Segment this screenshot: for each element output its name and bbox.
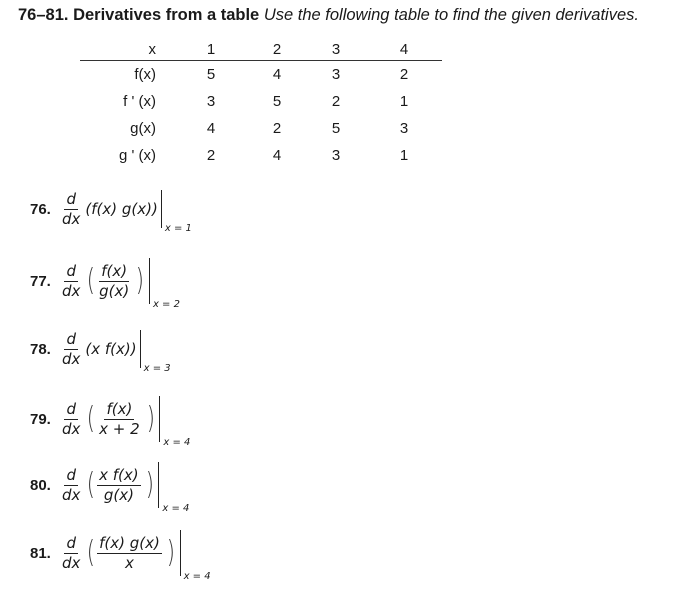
quotient: $\frac{f(x) g(x)}{x}$ <box>99 533 160 572</box>
problem-78 <box>30 329 175 374</box>
derivative-operator: $\frac{d}{dx}$ <box>62 189 81 228</box>
table-cell: 4 <box>272 147 282 164</box>
exercise-title: Derivatives from a table <box>73 6 260 24</box>
evaluation-bar <box>149 258 184 310</box>
problem-number: 77. <box>30 272 51 290</box>
problem-number: 80. <box>30 476 51 494</box>
expression: (f(x) g(x)) <box>85 200 158 218</box>
problem-77 <box>30 258 184 310</box>
derivative-operator: $\frac{d}{dx}$ <box>62 399 81 438</box>
table-cell: 3 <box>306 38 366 61</box>
table-cell: 4 <box>366 38 442 61</box>
problem-76 <box>30 189 196 234</box>
evaluation-point: x = 4 <box>162 503 190 514</box>
table-cell: 2 <box>331 93 341 110</box>
table-cell: 5 <box>331 120 341 137</box>
table-cell: 3 <box>399 120 409 137</box>
evaluation-point: x = 1 <box>164 223 192 234</box>
left-paren: ( <box>87 263 96 298</box>
right-paren: ) <box>135 263 145 298</box>
left-paren: ( <box>87 401 96 436</box>
row-label: g ' (x) <box>118 147 156 164</box>
problem-number: 81. <box>30 544 51 562</box>
row-label: f ' (x) <box>123 93 156 110</box>
row-label: f(x) <box>134 66 156 83</box>
exercise-instruction: Use the following table to find the given derivatives. <box>263 6 639 24</box>
derivative-operator: $\frac{d}{dx}$ <box>62 261 81 300</box>
table-row <box>80 88 442 115</box>
problem-79 <box>30 396 194 448</box>
table-cell: 1 <box>156 38 248 61</box>
evaluation-bar <box>158 462 193 514</box>
table-row <box>80 38 442 61</box>
quotient: $\frac{f(x)}{x + 2}$ <box>99 399 140 438</box>
table-cell: 2 <box>248 38 306 61</box>
left-paren: ( <box>87 535 96 570</box>
evaluation-point: x = 2 <box>152 299 180 310</box>
table-cell: 2 <box>399 66 409 83</box>
table-cell: 2 <box>272 120 282 137</box>
table-cell: 5 <box>272 93 282 110</box>
problem-number: 79. <box>30 410 51 428</box>
derivative-table <box>80 38 442 169</box>
derivative-operator: $\frac{d}{dx}$ <box>62 465 81 504</box>
table-cell: 5 <box>206 66 216 83</box>
right-paren: ) <box>145 467 154 502</box>
table-cell: 3 <box>331 66 341 83</box>
evaluation-bar <box>161 190 196 234</box>
evaluation-point: x = 3 <box>143 363 171 374</box>
expression: (x f(x)) <box>85 340 137 358</box>
problem-number: 78. <box>30 340 51 358</box>
quotient: $\frac{\text{x f(x)}}{g(x)}$ <box>99 465 139 504</box>
table-cell: 2 <box>206 147 216 164</box>
evaluation-point: x = 4 <box>183 571 211 582</box>
exercise-header <box>18 6 639 25</box>
problem-number: 76. <box>30 200 51 218</box>
evaluation-point: x = 4 <box>163 437 191 448</box>
row-label: x <box>80 38 156 61</box>
problem-80 <box>30 462 193 514</box>
table-row <box>80 61 442 89</box>
right-paren: ) <box>146 401 155 436</box>
table-cell: 1 <box>399 93 409 110</box>
evaluation-bar <box>140 330 175 374</box>
evaluation-bar <box>159 396 194 448</box>
table-cell: 3 <box>206 93 216 110</box>
derivative-operator: $\frac{d}{dx}$ <box>62 533 81 572</box>
table-cell: 4 <box>206 120 216 137</box>
table-row <box>80 115 442 142</box>
quotient: $\frac{f(x)}{g(x)}$ <box>99 261 130 300</box>
table-cell: 1 <box>399 147 409 164</box>
exercise-number: 76–81. <box>18 6 69 24</box>
problem-81 <box>30 530 215 582</box>
table-cell: 4 <box>272 66 282 83</box>
row-label: g(x) <box>130 120 156 137</box>
evaluation-bar <box>180 530 215 582</box>
left-paren: ( <box>87 467 96 502</box>
table-row <box>80 142 442 169</box>
table-cell: 3 <box>331 147 341 164</box>
derivative-operator: $\frac{d}{dx}$ <box>62 329 81 368</box>
right-paren: ) <box>166 535 175 570</box>
